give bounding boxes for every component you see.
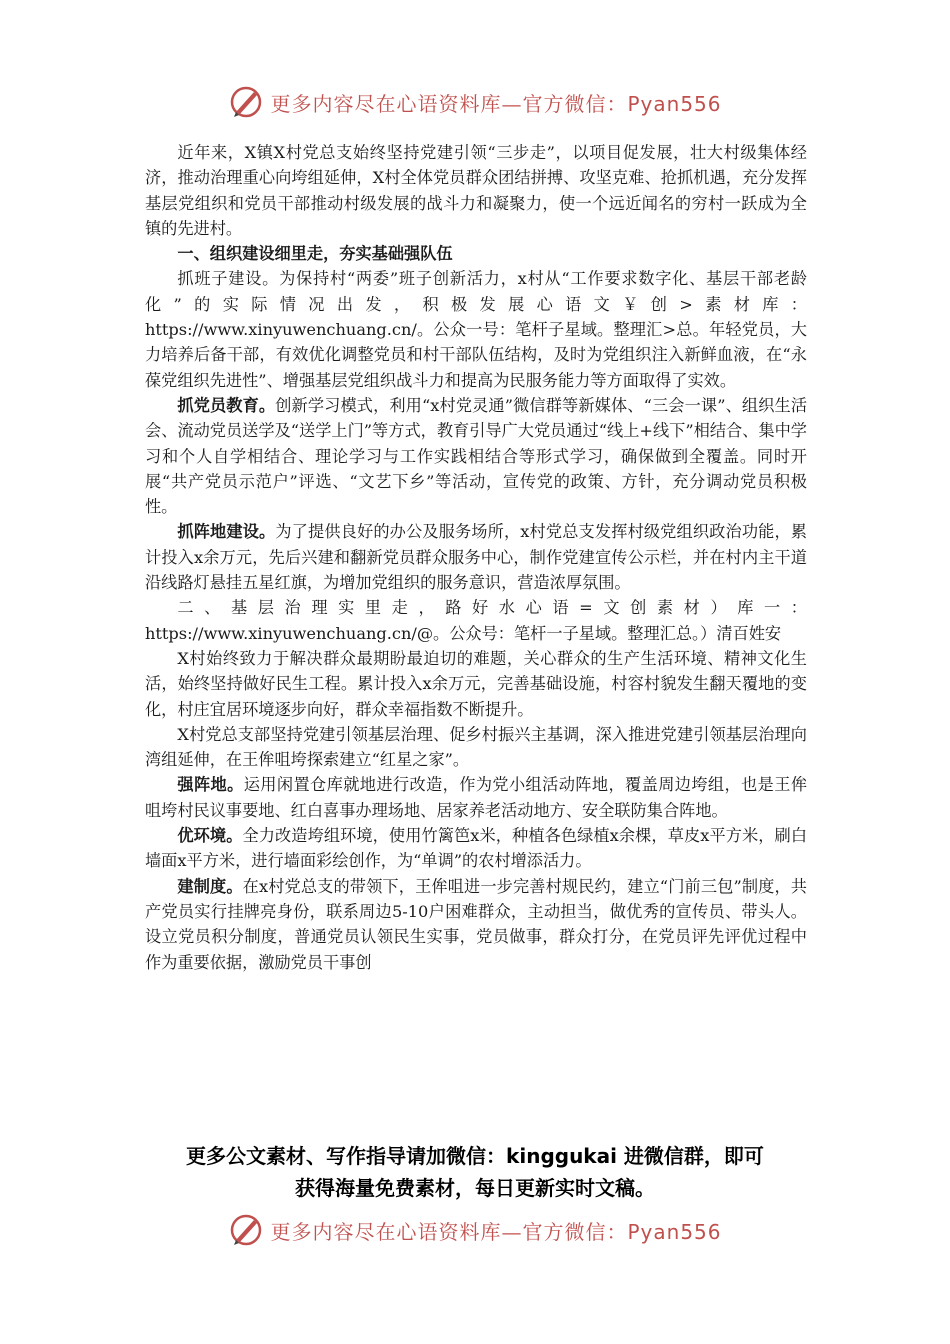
header-banner — [0, 82, 950, 122]
footer-banner — [0, 1210, 950, 1250]
paragraph-lead: 抓党员教育。 — [177, 395, 276, 415]
body-paragraph — [145, 874, 807, 975]
section-heading: 一、组织建设细里走，夯实基础强队伍 — [177, 244, 453, 264]
paragraph-lead: 优环境。 — [177, 826, 243, 846]
pen-logo-icon — [228, 1212, 264, 1248]
paragraph-text: 在x村党总支的带领下，王侔咀进一步完善村规民约，建立“门前三包”制度，共产党员实行挂牌亮身份，联系周边5-10户困难群众，主动担当，做优秀的宣传员、带头人。设立党员积分制度，普通党员认领民生实事，党员做事，群众打分，在党员评先评优过程中作为重要依据，激励党员干事创 — [145, 876, 807, 972]
banner-text: 更多内容尽在心语资料库—官方微信：Pyan556 — [270, 1219, 722, 1244]
promo-line-2: 获得海量免费素材，每日更新实时文稿。 — [295, 1176, 655, 1200]
paragraph-text: X村党总支部坚持党建引领基层治理、促乡村振兴主基调，深入推进党建引领基层治理向湾组延伸，在王侔咀垮探索建立“红星之家”。 — [145, 724, 807, 770]
paragraph-lead: 抓阵地建设。 — [177, 522, 276, 542]
body-paragraph — [145, 266, 807, 392]
pen-logo-icon — [228, 84, 264, 120]
paragraph-text: 全力改造垮组环境，使用竹篱笆x米，种植各色绿植x余棵，草皮x平方米，刷白墙面x平方米，进行墙面彩绘创作，为“单调”的农村增添活力。 — [145, 826, 808, 871]
body-paragraph — [145, 519, 807, 595]
promo-line-1: 更多公文素材、写作指导请加微信：kinggukai 进微信群，即可 — [186, 1144, 764, 1168]
paragraph-text: 运用闲置仓库就地进行改造，作为党小组活动阵地，覆盖周边垮组，也是王侔咀垮村民议事要地、红白喜事办理场地、居家养老活动地方、安全联防集合阵地。 — [145, 775, 808, 820]
paragraph-text: 二、基层治理实里走，路好水心语=文创素材）库一：https://www.xinyuwenchuang.cn/@。公众号：笔杆一子星域。整理汇总。）清百姓安 — [145, 598, 807, 643]
body-paragraph — [145, 722, 807, 773]
paragraph-text: 创新学习模式，利用“x村党灵通”微信群等新媒体、“三会一课”、组织生活会、流动党员送学及“送学上门”等方式，教育引导广大党员通过“线上+线下”相结合、集中学习和个人自学相结合、理论学习与工作实践相结合等形式学习，确保做到全覆盖。同时开展“共产党员示范户”评选、“文艺下乡”等活动，宣传党的政策、方针，充分调动党员积极性。 — [145, 395, 808, 517]
document-body — [145, 140, 807, 975]
body-paragraph — [145, 823, 807, 874]
body-paragraph — [145, 595, 807, 646]
paragraph-text: 抓班子建设。为保持村“两委”班子创新活力，x村从“工作要求数字化、基层干部老龄化”的实际情况出发，积极发展心语文￥创>素材库：https://www.xinyuwenchuang.cn/。公众一号：笔杆子星域。整理汇>总。年轻党员，大力培养后备干部，有效优化调整党员和村干部队伍结构，及时为党组织注入新鲜血液，在“永葆党组织先进性”、增强基层党组织战斗力和提高为民服务能力等方面取得了实效。 — [145, 269, 807, 390]
paragraph-lead: 建制度。 — [177, 876, 243, 896]
paragraph-text: X村始终致力于解决群众最期盼最迫切的难题，关心群众的生产生活环境、精神文化生活，始终坚持做好民生工程。累计投入x余万元，完善基础设施，村容村貌发生翻天覆地的变化，村庄宜居环境逐步向好，群众幸福指数不断提升。 — [145, 648, 807, 719]
paragraph-text: 为了提供良好的办公及服务场所，x村党总支发挥村级党组织政治功能，累计投入x余万元，先后兴建和翻新党员群众服务中心，制作党建宣传公示栏，并在村内主干道沿线路灯悬挂五星红旗，为增加党组织的服务意识，营造浓厚氛围。 — [145, 522, 807, 593]
body-paragraph — [145, 393, 807, 519]
paragraph-lead: 强阵地。 — [177, 775, 244, 795]
promo-notice — [150, 1140, 800, 1204]
paragraph-text: 近年来，X镇X村党总支始终坚持党建引领“三步走”，以项目促发展，壮大村级集体经济，推动治理重心向垮组延伸，X村全体党员群众团结拼搏、攻坚克难、抢抓机遇，充分发挥基层党组织和党员干部推动村级发展的战斗力和凝聚力，使一个远近闻名的穷村一跃成为全镇的先进村。 — [145, 143, 807, 238]
body-paragraph — [145, 772, 807, 823]
banner-text: 更多内容尽在心语资料库—官方微信：Pyan556 — [270, 91, 722, 116]
body-paragraph — [145, 140, 807, 241]
body-paragraph — [145, 646, 807, 722]
